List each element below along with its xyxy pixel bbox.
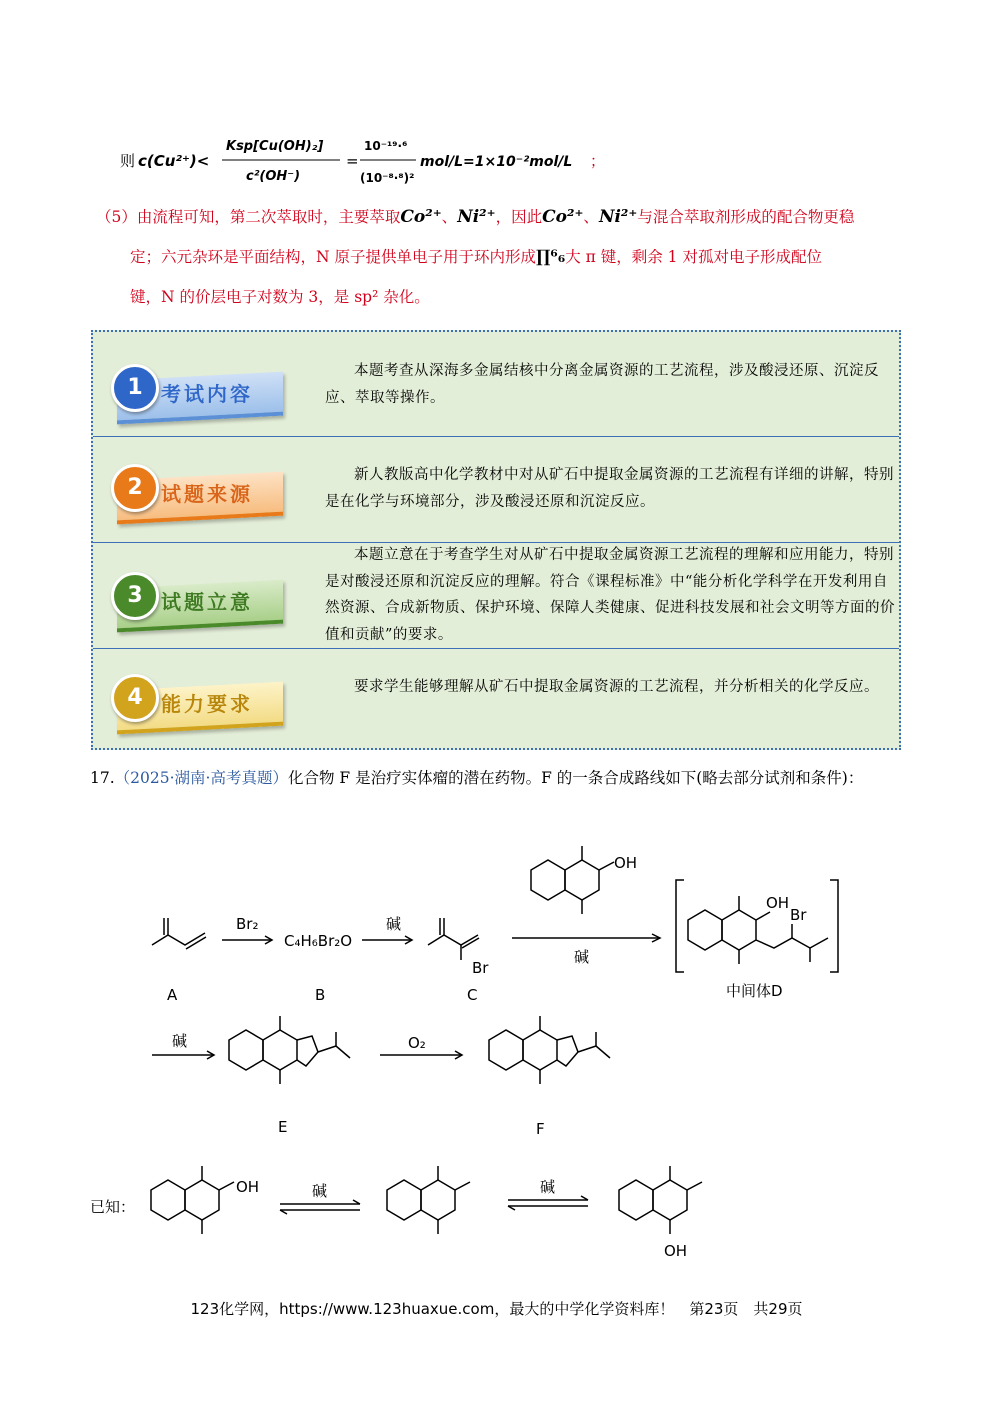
eq-frac2-den: (10⁻⁸·⁸)² [360, 171, 415, 185]
reagent-base-3: 碱 [172, 1032, 188, 1050]
panel-text-4: 要求学生能够理解从矿石中提取金属资源的工艺流程，并分析相关的化学反应。 [354, 679, 879, 695]
eq-frac2-num: 10⁻¹⁹·⁶ [364, 139, 408, 153]
molecule-known-2 [387, 1166, 470, 1234]
molecule-d [688, 896, 828, 964]
question-source[interactable]: （2025·湖南·高考真题） [114, 769, 288, 787]
page-footer: 123化学网，https://www.123huaxue.com，最大的中学化学资料库！ 第23页 共29页 [190, 1300, 803, 1318]
eq-lhs: c(Cu²⁺)< [138, 152, 210, 170]
label-c: C [467, 986, 478, 1004]
molecule-hydroxynaphthoquinone [531, 846, 614, 914]
known-base-2: 碱 [540, 1178, 556, 1196]
d-oh: OH [766, 894, 790, 912]
eq-prefix: 则 [120, 152, 136, 170]
question-17 [90, 758, 902, 798]
known-oh: OH [236, 1178, 260, 1196]
eq-end: ； [590, 152, 606, 170]
reagent-base-1: 碱 [386, 915, 402, 933]
panel-row-ability [93, 648, 899, 748]
badge-exam-content: 1 考试内容 [111, 358, 291, 420]
reagent-base-2: 碱 [574, 948, 590, 966]
badge-source: 2 试题来源 [111, 458, 291, 520]
molecule-known-1 [151, 1166, 234, 1234]
c-br: Br [472, 959, 489, 977]
question-number: 17. [90, 769, 115, 787]
panel-text-3: 本题立意在于考查学生对从矿石中提取金属资源工艺流程的理解和应用能力，特别是对酸浸还原和沉淀反应的理解。符合《课程标准》中“能分析化学科学在开发利用自然资源、合成新物质、保护环境、保障人类健康、促进科技发展和社会文明等方面的价值和贡献”的要求。 [325, 547, 895, 643]
label-b: B [315, 986, 326, 1004]
equation-svg [120, 128, 640, 198]
equation [120, 128, 640, 198]
known-base-1: 碱 [312, 1182, 328, 1200]
molecule-e [229, 1016, 350, 1084]
reagent-oh: OH [614, 854, 638, 872]
answer-paragraph-5 [96, 197, 906, 317]
panel-row-exam-content [93, 332, 899, 437]
formula-b: C₄H₆Br₂O [284, 932, 353, 950]
reagent-o2: O₂ [408, 1034, 426, 1052]
molecule-c [428, 918, 479, 960]
eq-numerator: Ksp[Cu(OH)₂] [226, 139, 324, 154]
d-br: Br [790, 906, 807, 924]
p5-line-1: （5）由流程可知，第二次萃取时，主要萃取Co²⁺、Ni²⁺，因此Co²⁺、Ni²⁺与混合萃取剂形成的配合物更稳 [96, 207, 855, 227]
badge-intent: 3 试题立意 [111, 566, 291, 628]
molecule-known-3 [619, 1166, 702, 1234]
eq-result: mol/L=1×10⁻²mol/L [420, 154, 573, 170]
eq-denominator: c²(OH⁻) [246, 169, 301, 184]
panel-row-intent [93, 542, 899, 649]
p5-line-3: 键，N 的价层电子对数为 3，是 sp² 杂化。 [130, 288, 430, 306]
molecule-a [152, 918, 206, 949]
eq-equals: = [346, 152, 359, 170]
label-a: A [167, 986, 178, 1004]
analysis-panel [91, 330, 901, 750]
panel-text-2: 新人教版高中化学教材中对从矿石中提取金属资源的工艺流程有详细的讲解，特别是在化学与环境部分，涉及酸浸还原和沉淀反应。 [325, 467, 894, 510]
panel-text-1: 本题考查从深海多金属结核中分离金属资源的工艺流程，涉及酸浸还原、沉淀反应、萃取等操作。 [325, 363, 879, 406]
known-oh-2: OH [664, 1242, 688, 1260]
question-text: 化合物 F 是治疗实体瘤的潜在药物。F 的一条合成路线如下(略去部分试剂和条件)： [287, 769, 864, 787]
known-label: 已知： [90, 1198, 136, 1216]
label-d: 中间体D [726, 982, 783, 1000]
reagent-br2: Br₂ [236, 915, 259, 933]
molecule-f [489, 1016, 610, 1084]
synthesis-scheme [0, 830, 993, 1270]
p5-line-2: 定；六元杂环是平面结构，N 原子提供单电子用于环内形成∏⁶₆大 π 键，剩余 1 对孤对电子形成配位 [130, 247, 822, 267]
label-f: F [536, 1120, 545, 1138]
badge-ability: 4 能力要求 [111, 668, 291, 730]
panel-row-source [93, 436, 899, 543]
label-e: E [278, 1118, 288, 1136]
